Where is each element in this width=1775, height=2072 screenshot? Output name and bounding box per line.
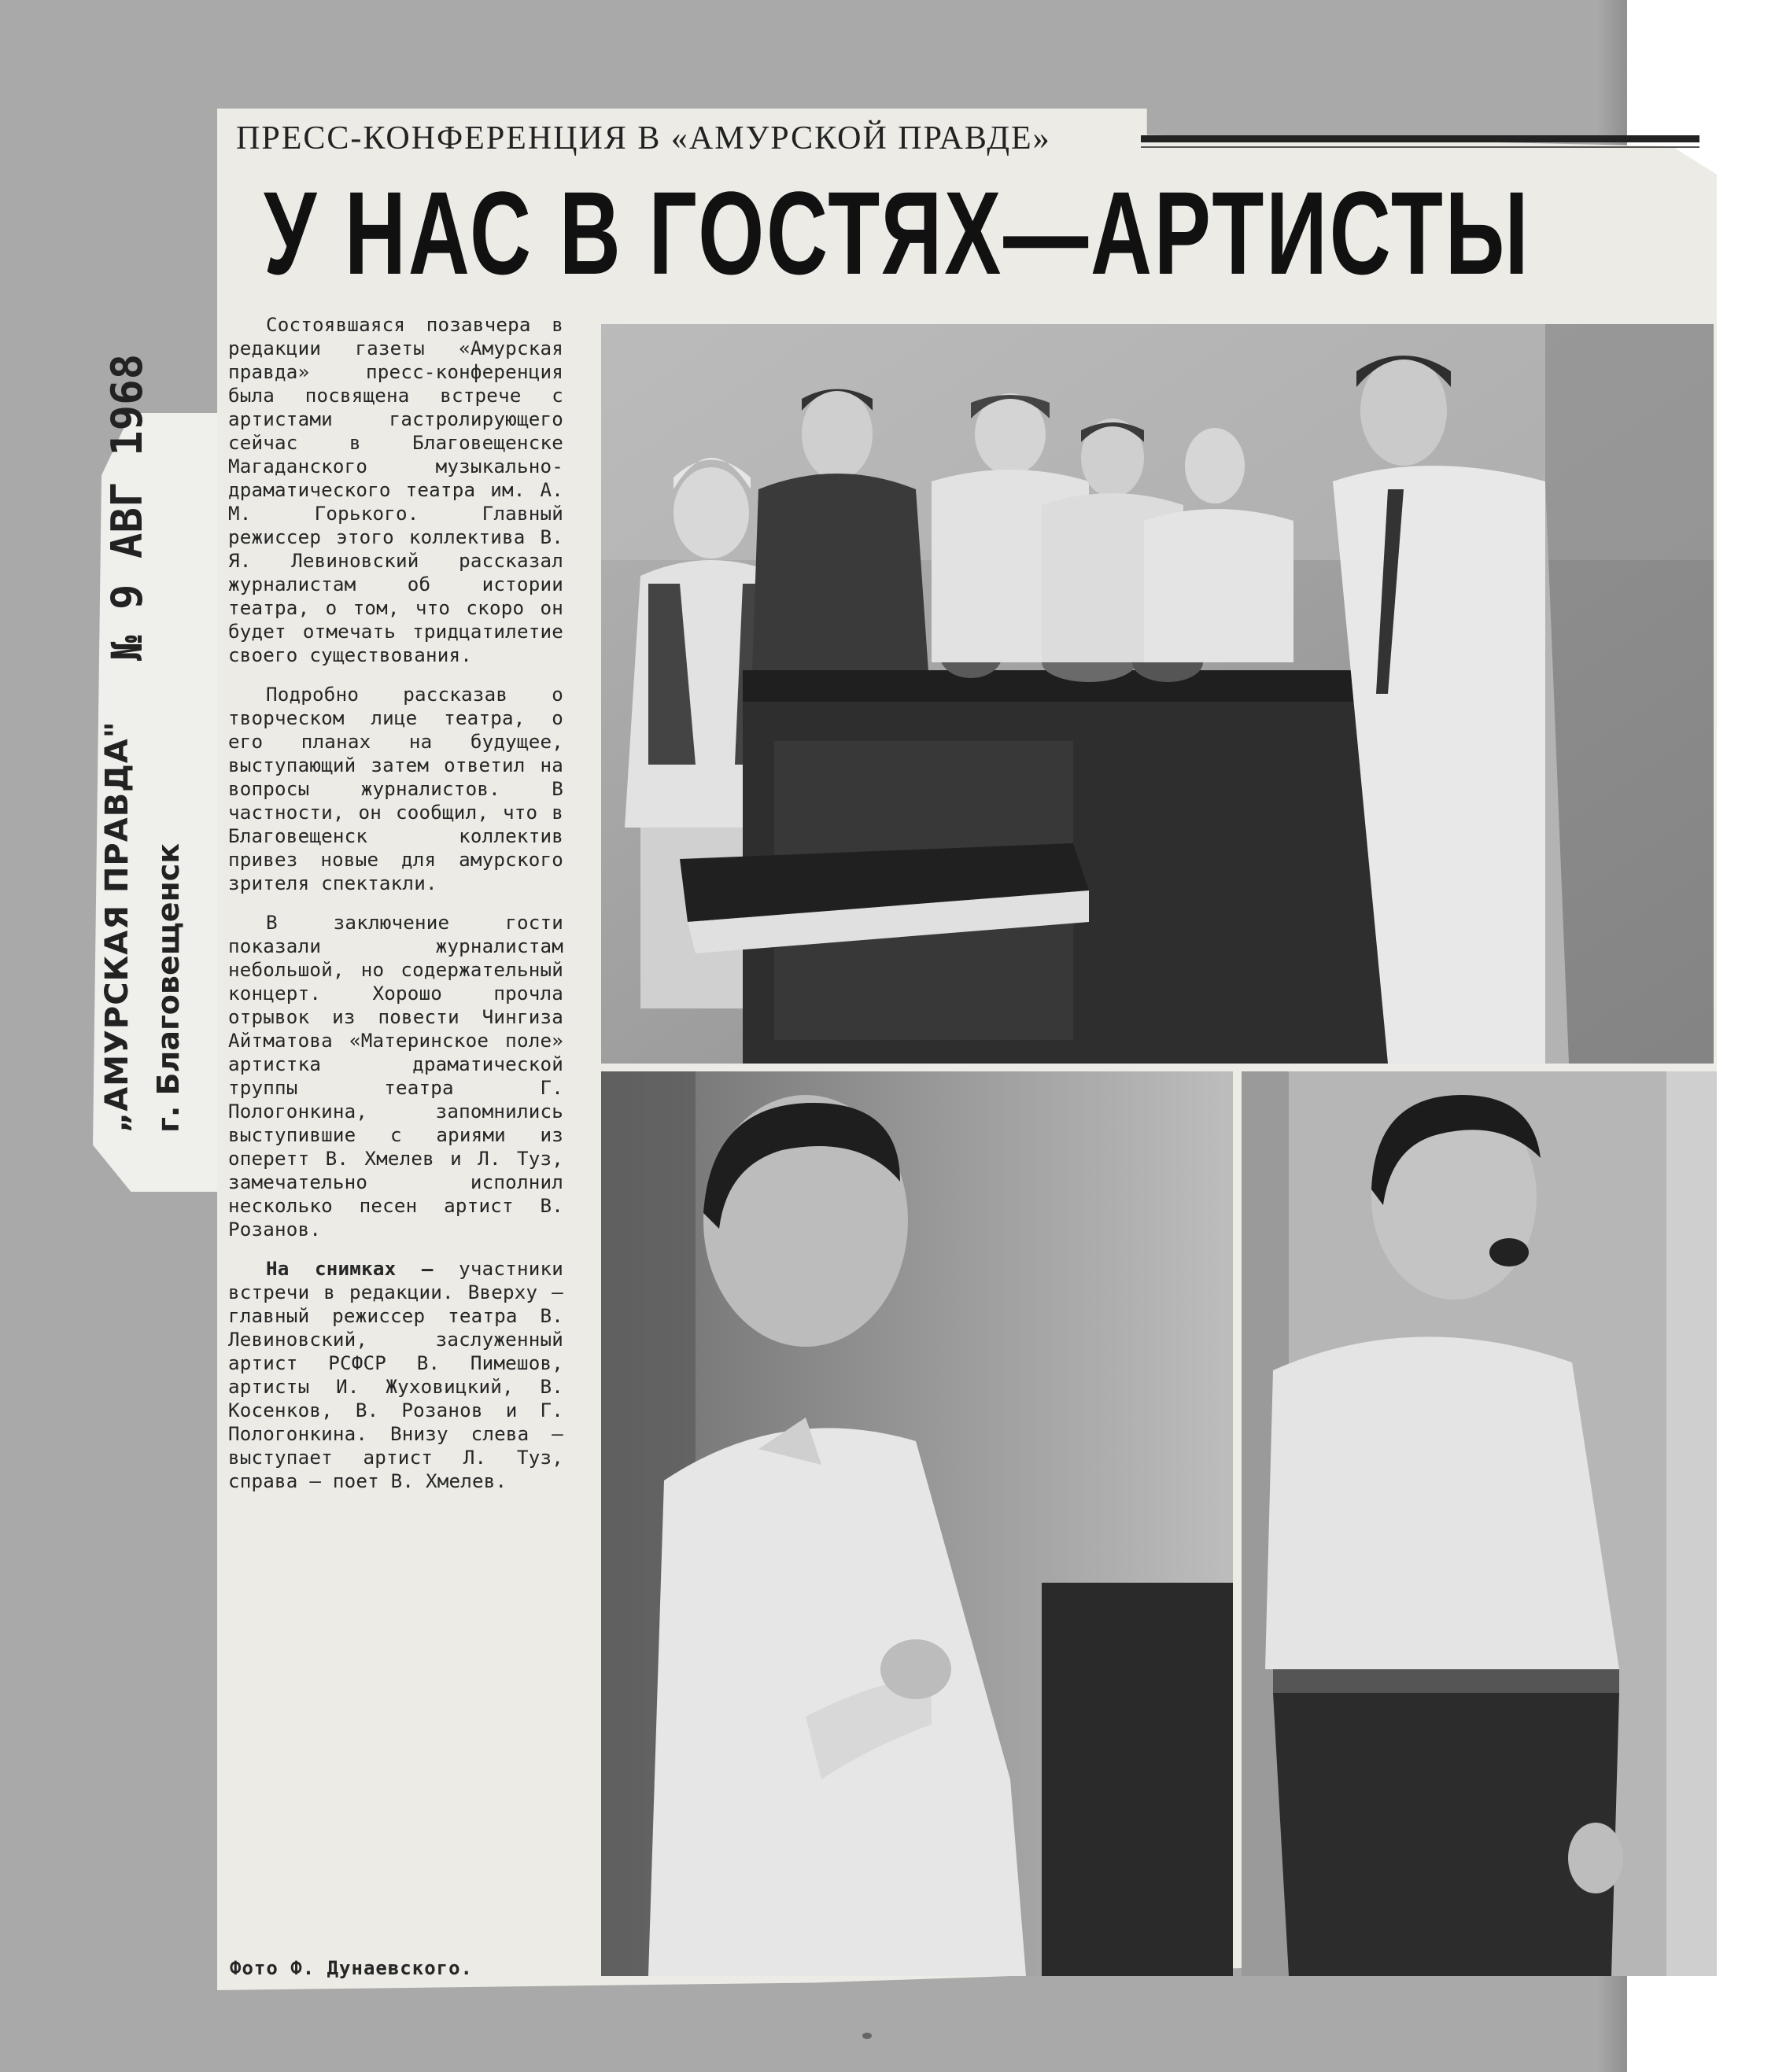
rubric-rule [1141,135,1699,142]
stamp-city: г. Благовещенск [151,842,186,1133]
singer-photo-khmelev [1242,1071,1717,1976]
group-photo-at-piano [601,324,1714,1064]
caption-lead: На снимках — [266,1258,434,1280]
article-paragraph: Подробно рассказав о творческом лице театра, о его планах на будущее, выступающий затем ответил на вопросы журналистов. В частности, он сообщил, что в Благовещенск коллектив привез новые для амурского зрителя спектакли. [228,684,563,894]
article-paragraph: Состоявшаяся позавчера в редакции газеты «Амурская правда» пресс-конференция была посвящена встрече с артистами гастролирующего сейчас в Благовещенске Магаданского музыкально-драматического театра им. А. М. Горького. Главный режиссер этого коллектива В. Я. Левиновский рассказал журналистам об истории театра, о том, что скоро он будет отмечать тридцатилетие своего существования. [228,314,563,666]
stamp-date: № 9 АВГ 1968 [102,353,152,661]
stamp-newspaper: „АМУРСКАЯ ПРАВДА" [99,721,135,1133]
paper-mark [862,2033,872,2039]
photo-credit: Фото Ф. Дунаевского. [230,1957,473,1979]
article-paragraph: В заключение гости показали журналистам небольшой, но содержательный концерт. Хорошо прочла отрывок из повести Чингиза Айтматова «Материнское поле» артистка драматической труппы театра Г. Пологонкина, запомнились выступившие с ариями из оперетт В. Хмелев и Л. Туз, замечательно исполнил несколько песен артист В. Розанов. [228,912,563,1241]
photo-caption [228,1257,563,1493]
kicker-rubric: ПРЕСС-КОНФЕРЕНЦИЯ В «АМУРСКОЙ ПРАВДЕ» [236,120,1051,157]
caption-text: участники встречи в редакции. Вверху — главный режиссер театра В. Левиновский, заслуженный артист РСФСР В. Пимешов, артисты И. Жуховицкий, В. Косенков, В. Розанов и Г. Пологонкина. Внизу слева — выступает артист Л. Туз, справа — поет В. Хмелев. [228,1258,563,1492]
headline: У НАС В ГОСТЯХ—АРТИСТЫ [264,167,1531,299]
singer-photo-tuz [601,1071,1233,1976]
article-body [228,313,563,1509]
rubric-rule-thin [1141,146,1699,148]
